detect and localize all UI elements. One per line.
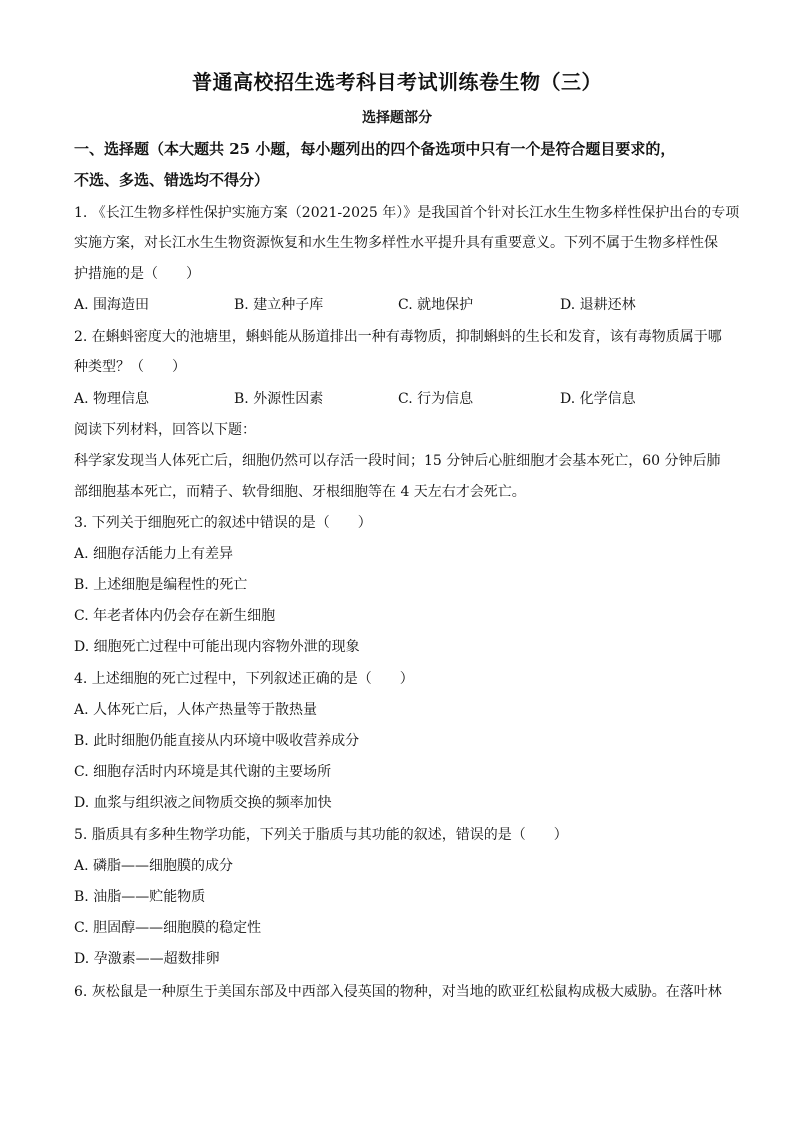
q3-option-c: C. 年老者体内仍会存在新生细胞 [74,608,276,624]
q1-option-a: A. 围海造田 [74,297,150,313]
q1-line1: 1. 《长江生物多样性保护实施方案（2021-2025 年）》是我国首个针对长江水生生物多样性保护出台的专项 [74,205,740,221]
q3-option-b: B. 上述细胞是编程性的死亡 [74,577,248,593]
q1-option-d: D. 退耕还林 [560,297,636,313]
q4-option-b: B. 此时细胞仍能直接从内环境中吸收营养成分 [74,733,360,749]
q6-line1: 6. 灰松鼠是一种原生于美国东部及中西部入侵英国的物种，对当地的欧亚红松鼠构成极大威胁。在落叶林 [74,984,722,1000]
material-intro: 阅读下列材料，回答以下题： [74,422,256,438]
q3-option-a: A. 细胞存活能力上有差异 [74,546,234,562]
q2-line2: 种类型？（ ） [74,359,186,375]
section-heading-line2: 不选、多选、错选均不得分） [74,171,270,189]
q2-option-b: B. 外源性因素 [234,391,324,407]
q5-option-a: A. 磷脂——细胞膜的成分 [74,858,234,874]
material-line1: 科学家发现当人体死亡后，细胞仍然可以存活一段时间；15 分钟后心脏细胞才会基本死亡，60 分钟后肺 [74,453,721,469]
page-title: 普通高校招生选考科目考试训练卷生物（三） [192,70,602,94]
q1-option-c: C. 就地保护 [398,297,474,313]
q2-option-c: C. 行为信息 [398,391,474,407]
q5-stem: 5. 脂质具有多种生物学功能，下列关于脂质与其功能的叙述，错误的是（ ） [74,827,568,843]
q4-option-c: C. 细胞存活时内环境是其代谢的主要场所 [74,764,332,780]
section-heading-line1: 一、选择题（本大题共 25 小题，每小题列出的四个备选项中只有一个是符合题目要求的， [74,140,676,158]
q1-line2: 实施方案，对长江水生生物资源恢复和水生生物多样性水平提升具有重要意义。下列不属于生物多样性保 [74,235,718,251]
section-subtitle: 选择题部分 [362,110,432,126]
q5-option-b: B. 油脂——贮能物质 [74,889,206,905]
q4-option-a: A. 人体死亡后，人体产热量等于散热量 [74,702,318,718]
q1-option-b: B. 建立种子库 [234,297,324,313]
q5-option-d: D. 孕激素——超数排卵 [74,951,220,967]
q3-stem: 3. 下列关于细胞死亡的叙述中错误的是（ ） [74,515,372,531]
material-line2: 部细胞基本死亡，而精子、软骨细胞、牙根细胞等在 4 天左右才会死亡。 [74,484,526,500]
q4-option-d: D. 血浆与组织液之间物质交换的频率加快 [74,795,332,811]
q1-line3: 护措施的是（ ） [74,266,200,282]
q4-stem: 4. 上述细胞的死亡过程中，下列叙述正确的是（ ） [74,671,414,687]
q2-option-d: D. 化学信息 [560,391,636,407]
q2-option-a: A. 物理信息 [74,391,150,407]
q5-option-c: C. 胆固醇——细胞膜的稳定性 [74,920,262,936]
q3-option-d: D. 细胞死亡过程中可能出现内容物外泄的现象 [74,639,360,655]
q2-line1: 2. 在蝌蚪密度大的池塘里，蝌蚪能从肠道排出一种有毒物质，抑制蝌蚪的生长和发育，该有毒物质属于哪 [74,329,722,345]
